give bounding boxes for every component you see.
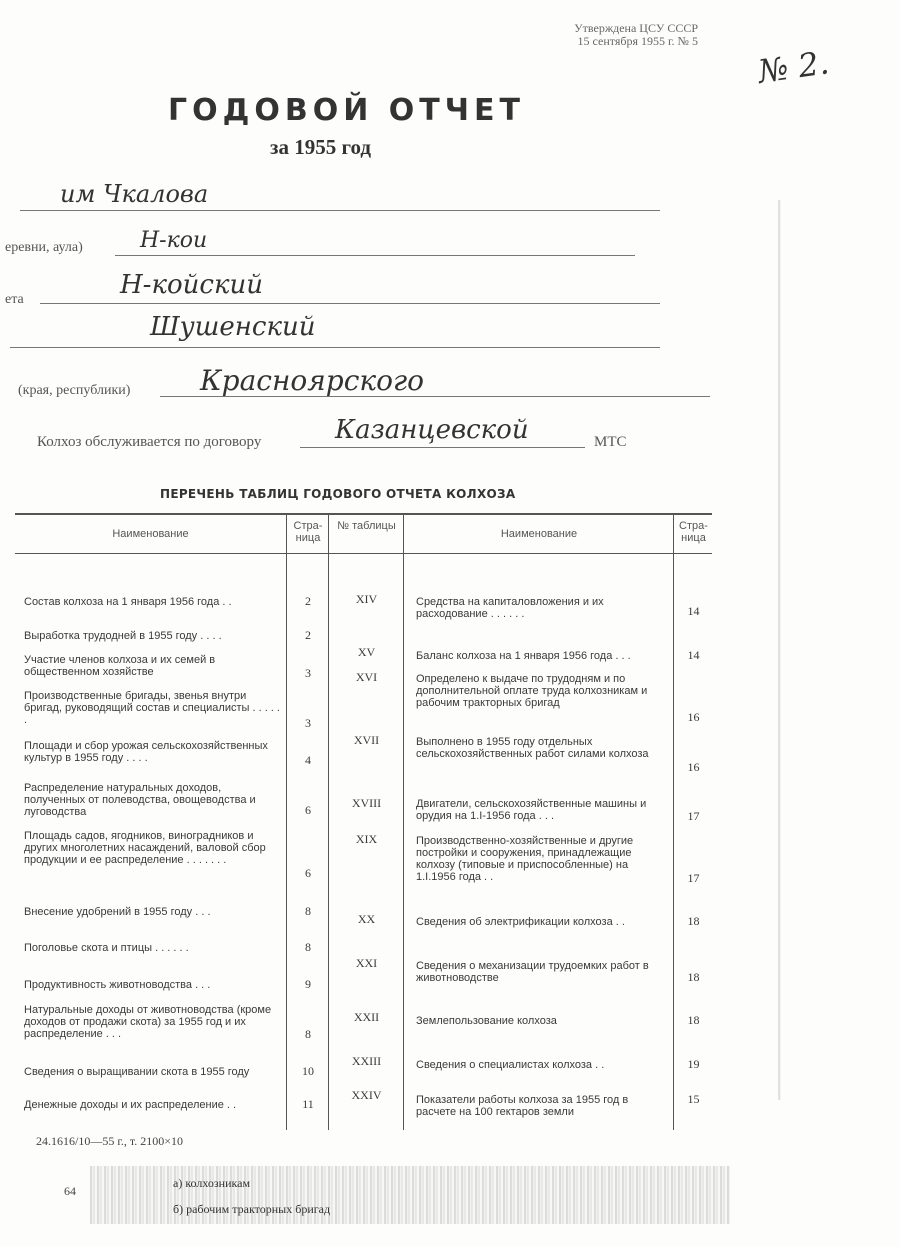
right-row-text: Землепользование колхоза	[416, 1015, 557, 1027]
village-value: Н-кои	[140, 228, 208, 253]
mts-value: Казанцевской	[335, 415, 529, 445]
right-row-text: Сведения об электрификации колхоза . .	[416, 916, 625, 928]
approval-line-2: 15 сентября 1955 г. № 5	[577, 34, 698, 48]
district-value: Шушенский	[150, 312, 316, 342]
left-row-page: 8	[305, 904, 311, 918]
col-header-table-no: № таблицы	[337, 520, 396, 532]
col-header-name: Наименование	[112, 528, 189, 540]
approval-stamp	[498, 22, 698, 48]
col-divider-1	[286, 513, 287, 1130]
right-row-page: 19	[687, 1057, 700, 1071]
right-row-page: 14	[687, 648, 700, 662]
col-divider-3	[403, 513, 404, 1130]
left-row-page: 11	[302, 1097, 314, 1111]
council-value: Н-койский	[120, 270, 263, 300]
right-row-page: 17	[687, 809, 700, 823]
left-row-page: 8	[305, 940, 311, 954]
right-row-text: Сведения о механизации трудоемких работ в животноводстве	[416, 960, 649, 984]
left-row-text: Сведения о выращивании скота в 1955 году	[24, 1066, 250, 1078]
left-row-text: Внесение удобрений в 1955 году . . .	[24, 906, 211, 918]
right-row-text: Производственно-хозяйственные и другие постройки и сооружения, принадлежащие колхозу (типовые и приспособленные) на 1.I.1956 года . .	[416, 835, 634, 883]
right-row-text: Средства на капиталовложения и их расходование . . . . . .	[416, 596, 604, 620]
left-row-text: Поголовье скота и птицы . . . . . .	[24, 942, 189, 954]
left-row-page: 3	[305, 666, 311, 680]
col-divider-2	[328, 513, 329, 1130]
left-row-page: 6	[305, 866, 311, 880]
page-subtitle: за 1955 год	[270, 135, 371, 159]
right-row-page: 17	[687, 871, 700, 885]
right-row-no: XXIV	[351, 1088, 382, 1102]
council-label: ета	[5, 292, 24, 307]
village-underline	[115, 255, 635, 256]
mts-label: Колхоз обслуживается по договору	[37, 434, 262, 450]
left-row-text: Денежные доходы и их распределение . .	[24, 1099, 237, 1111]
left-row-text: Участие членов колхоза и их семей в общественном хозяйстве	[24, 654, 216, 678]
page-title: ГОДОВОЙ ОТЧЕТ	[168, 93, 525, 128]
right-row-no: XIX	[355, 832, 378, 846]
right-row-no: XV	[357, 645, 376, 659]
right-row-page: 18	[687, 914, 700, 928]
right-row-no: XVIII	[351, 796, 382, 810]
right-row-no: XX	[357, 912, 376, 926]
print-code: 24.1616/10—55 г., т. 2100×10	[36, 1134, 184, 1148]
col-divider-4	[673, 513, 674, 1130]
col-header-name-2: Наименование	[500, 528, 578, 540]
left-row-text: Продуктивность животноводства . . .	[24, 979, 211, 991]
right-row-no: XIV	[355, 592, 378, 606]
table-header-border	[15, 553, 712, 554]
district-underline	[10, 347, 660, 348]
bleed-page-number: 64	[64, 1184, 76, 1198]
right-row-text: Баланс колхоза на 1 января 1956 года . . .	[416, 650, 631, 662]
mts-underline	[300, 447, 585, 448]
region-label: (края, республики)	[18, 383, 131, 398]
left-row-page: 3	[305, 716, 311, 730]
right-row-page: 15	[687, 1092, 700, 1106]
right-row-text: Показатели работы колхоза за 1955 год в расчете на 100 гектаров земли	[416, 1094, 629, 1118]
right-row-no: XVI	[355, 670, 378, 684]
kolkhoz-name: им Чкалова	[60, 180, 209, 208]
left-row-page: 2	[305, 628, 311, 642]
right-row-no: XVII	[353, 733, 380, 747]
bleed-line-a: а) колхозникам	[173, 1176, 251, 1190]
left-row-text: Распределение натуральных доходов, полученных от полеводства, овощеводства и луговодства	[24, 782, 256, 818]
council-underline	[40, 303, 660, 304]
table-heading: ПЕРЕЧЕНЬ ТАБЛИЦ ГОДОВОГО ОТЧЕТА КОЛХОЗА	[160, 487, 516, 501]
right-row-text: Сведения о специалистах колхоза . .	[416, 1059, 605, 1071]
left-row-text: Площадь садов, ягодников, виноградников и других многолетних насаждений, валовой сбор продукции и ее распределение . . . . . . .	[24, 830, 266, 866]
table-top-border	[15, 513, 712, 515]
left-row-page: 2	[305, 594, 311, 608]
right-row-page: 14	[687, 604, 700, 618]
right-row-page: 18	[687, 1013, 700, 1027]
left-row-text: Площади и сбор урожая сельскохозяйственных культур в 1955 году . . . .	[24, 740, 268, 764]
scan-edge-noise	[778, 200, 781, 1100]
right-row-no: XXI	[355, 956, 378, 970]
left-row-text: Производственные бригады, звенья внутри бригад, руководящий состав и специалисты . . . . . .	[24, 690, 280, 726]
approval-line-1: Утверждена ЦСУ СССР	[574, 21, 698, 35]
left-row-page: 9	[305, 977, 311, 991]
left-row-text: Состав колхоза на 1 января 1956 года . .	[24, 596, 232, 608]
village-label: еревни, аула)	[5, 240, 83, 255]
left-row-page: 4	[305, 753, 311, 767]
left-row-page: 8	[305, 1027, 311, 1041]
left-row-text: Натуральные доходы от животноводства (кроме доходов от продажи скота) за 1955 год и их распределение . . .	[24, 1004, 272, 1040]
right-row-text: Выполнено в 1955 году отдельных сельскохозяйственных работ силами колхоза	[416, 736, 649, 760]
right-row-no: XXII	[353, 1010, 380, 1024]
right-row-page: 18	[687, 970, 700, 984]
col-header-page: Стра-ница	[293, 520, 323, 544]
document-number: № 2.	[755, 43, 832, 91]
bleed-line-b: б) рабочим тракторных бригад	[173, 1202, 331, 1216]
left-row-text: Выработка трудодней в 1955 году . . . .	[24, 630, 222, 642]
right-row-text: Определено к выдаче по трудодням и по дополнительной оплате труда колхозникам и рабочим тракторных бригад	[416, 673, 648, 709]
mts-suffix: МТС	[594, 434, 627, 450]
right-row-page: 16	[687, 710, 700, 724]
col-header-page-2: Стра-ница	[679, 520, 708, 544]
kolkhoz-underline	[20, 210, 660, 211]
right-row-no: XXIII	[351, 1054, 382, 1068]
region-underline	[160, 396, 710, 397]
left-row-page: 10	[302, 1064, 314, 1078]
right-row-page: 16	[687, 760, 700, 774]
region-value: Красноярского	[200, 364, 424, 397]
left-row-page: 6	[305, 803, 311, 817]
right-row-text: Двигатели, сельскохозяйственные машины и орудия на 1.I-1956 года . . .	[416, 798, 647, 822]
